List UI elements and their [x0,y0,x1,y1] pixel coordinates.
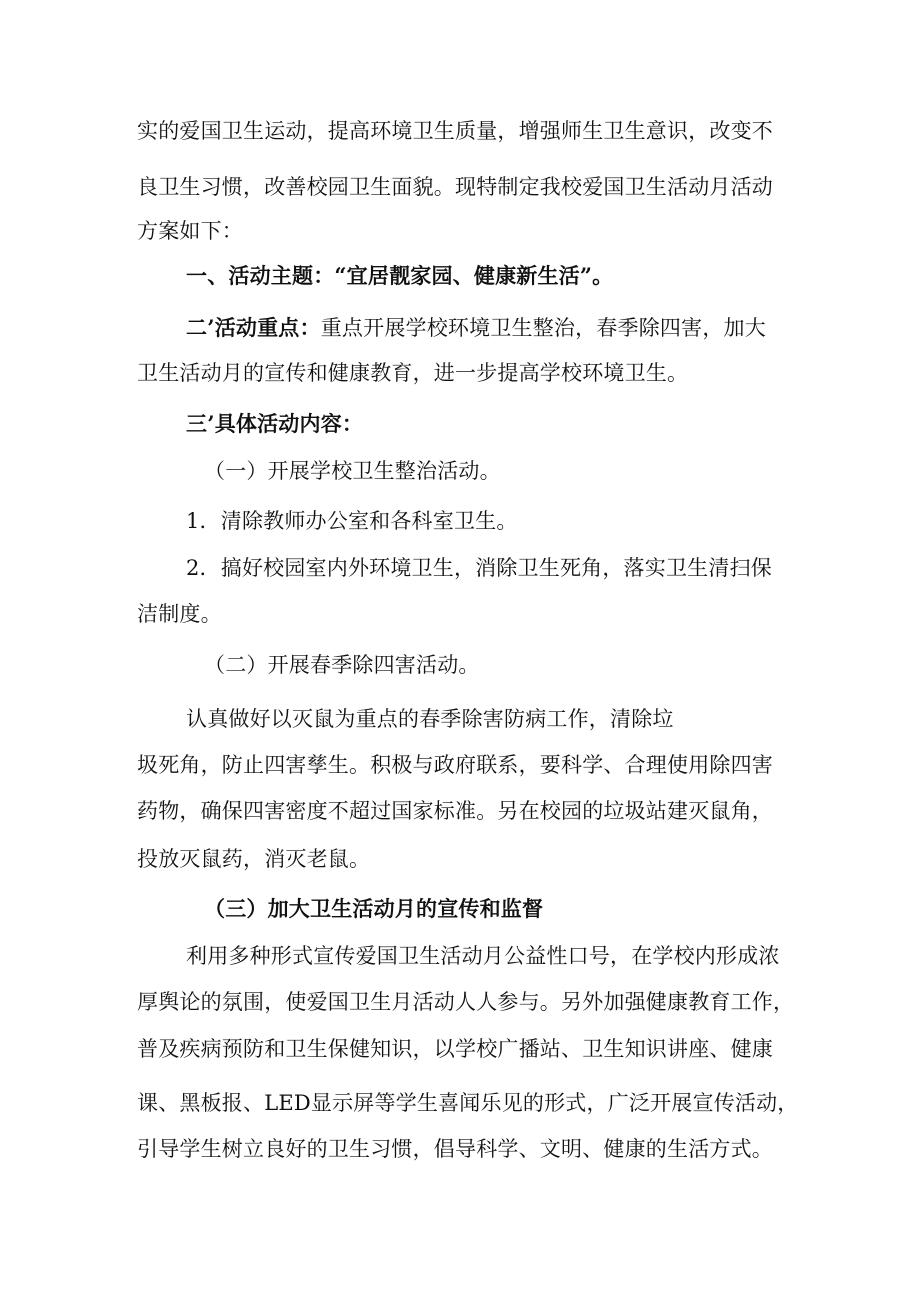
section-2-line [186,313,766,343]
paragraph-line: 实的爱国卫生运动，提高环境卫生质量，增强师生卫生意识，改变不 [137,119,773,143]
section-heading-content: 三’具体活动内容： [186,411,364,436]
paragraph-line: 课、黑板报、LED显示屏等学生喜闻乐见的形式，广泛开展宣传活动， [137,1091,799,1115]
paragraph-line: 良卫生习惯，改善校园卫生面貌。现特制定我校爱国卫生活动月活动 [137,175,773,199]
paragraph-line: 引导学生树立良好的卫生习惯，倡导科学、文明、健康的生活方式。 [137,1137,773,1161]
list-item-1: 1．清除教师办公室和各科室卫生。 [186,509,518,533]
paragraph-line: 圾死角，防止四害孳生。积极与政府联系，要科学、合理使用除四害 [137,753,773,777]
paragraph-line: 利用多种形式宣传爱国卫生活动月公益性口号，在学校内形成浓 [186,944,780,968]
section-heading-focus: 二’活动重点： [186,315,321,340]
paragraph-line: 投放灭鼠药，消灭老鼠。 [137,847,371,871]
section-heading-theme: 一、活动主题：“宜居靓家园、健康新生活”。 [186,263,614,288]
paragraph-line: 卫生活动月的宣传和健康教育，进一步提高学校环境卫生。 [137,361,689,385]
subsection-heading-2: （二）开展春季除四害活动。 [204,653,480,677]
subsection-heading-3: （三）加大卫生活动月的宣传和监督 [204,896,544,921]
subsection-heading-1: （一）开展学校卫生整治活动。 [204,459,501,483]
paragraph-line: 普及疾病预防和卫生保健知识，以学校广播站、卫生知识讲座、健康 [137,1037,773,1061]
list-item-2: 2．搞好校园室内外环境卫生，消除卫生死角，落实卫生清扫保 [186,556,772,580]
paragraph-line: 方案如下： [137,219,243,243]
paragraph-line: 药物，确保四害密度不超过国家标准。另在校园的垃圾站建灭鼠角， [137,799,773,823]
section-2-text: 重点开展学校环境卫生整治，春季除四害，加大 [320,316,766,340]
paragraph-line: 洁制度。 [137,602,222,626]
paragraph-line: 认真做好以灭鼠为重点的春季除害防病工作，清除垃 [186,707,674,731]
paragraph-line: 厚舆论的氛围，使爱国卫生月活动人人参与。另外加强健康教育工作， [137,990,795,1014]
